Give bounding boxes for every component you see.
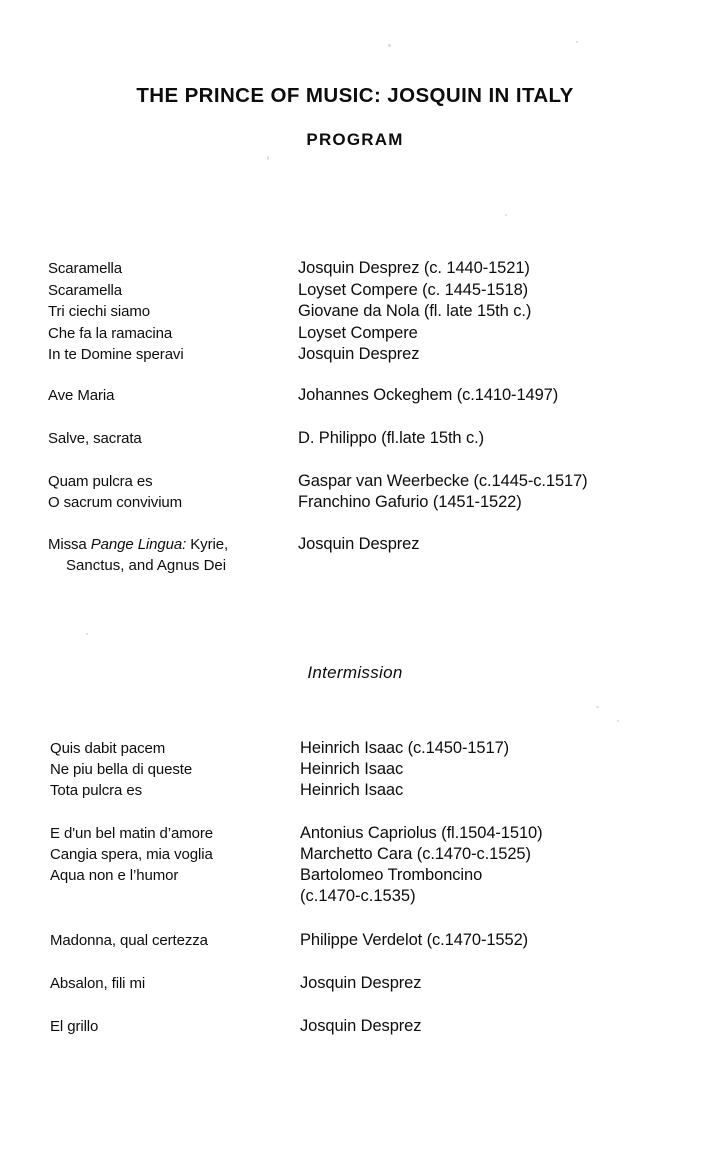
paper-speck	[596, 706, 599, 708]
program-row	[48, 344, 668, 366]
work-title: In te Domine speravi	[48, 346, 184, 363]
work-title-suffix: Kyrie,	[186, 535, 229, 553]
paper-speck	[617, 720, 619, 722]
work-title: Aqua non e l’humor	[50, 867, 179, 884]
intermission-label: Intermission	[307, 663, 403, 682]
composer-name-continuation: (c.1470-c.1535)	[300, 887, 416, 905]
composer-name: Johannes Ockeghem (c.1410-1497)	[298, 385, 559, 404]
program-group	[50, 973, 670, 994]
program-row	[48, 428, 668, 449]
composer-name: Bartolomeo Tromboncino	[300, 866, 483, 884]
work-title: Scaramella	[48, 281, 123, 299]
composer-name: Gaspar van Weerbecke (c.1445-c.1517)	[298, 471, 588, 490]
program-heading: PROGRAM	[306, 130, 404, 149]
program-group	[50, 930, 670, 951]
program-row-continuation	[50, 886, 670, 907]
program-row	[50, 759, 670, 780]
composer-name: Josquin Desprez	[300, 974, 422, 992]
composer-name: Heinrich Isaac (c.1450-1517)	[300, 739, 510, 757]
composer-name: Josquin Desprez	[298, 345, 420, 363]
page-title: THE PRINCE OF MUSIC: JOSQUIN IN ITALY	[136, 84, 574, 107]
program-row	[48, 534, 668, 555]
work-title: Madonna, qual certezza	[50, 932, 208, 949]
work-title: E d'un bel matin d’amore	[50, 825, 214, 842]
program-row	[48, 492, 668, 513]
composer-name: Josquin Desprez	[300, 1017, 422, 1035]
paper-speck	[505, 214, 507, 216]
program-row	[50, 823, 670, 844]
work-title: Quis dabit pacem	[50, 740, 166, 757]
program-row	[50, 1016, 670, 1037]
composer-name: Heinrich Isaac	[300, 760, 404, 778]
program-group	[50, 738, 670, 801]
program-part-two	[50, 738, 670, 1056]
program-group	[48, 471, 668, 513]
composer-name: Josquin Desprez	[298, 534, 420, 553]
program-row	[50, 865, 670, 886]
composer-name: Loyset Compere (c. 1445-1518)	[298, 280, 529, 299]
work-title: Cangia spera, mia voglia	[50, 846, 213, 863]
program-part-one	[48, 258, 668, 595]
program-group	[48, 385, 668, 406]
composer-name: Antonius Capriolus (fl.1504-1510)	[300, 824, 543, 842]
composer-name: Giovane da Nola (fl. late 15th c.)	[298, 302, 532, 320]
work-title: O sacrum convivium	[48, 493, 183, 511]
program-row	[48, 385, 668, 406]
program-row	[50, 738, 670, 759]
composer-name: D. Philippo (fl.late 15th c.)	[298, 428, 485, 447]
program-row	[48, 280, 668, 302]
paper-speck	[86, 633, 88, 635]
work-title-italic: Pange Lingua:	[90, 535, 187, 553]
composer-name: Philippe Verdelot (c.1470-1552)	[300, 931, 529, 949]
composer-name: Loyset Compere	[298, 323, 418, 342]
work-title: Tri ciechi siamo	[48, 303, 151, 320]
program-row	[50, 930, 670, 951]
program-group	[48, 258, 668, 366]
work-title: Che fa la ramacina	[48, 324, 173, 342]
work-title: Salve, sacrata	[48, 429, 142, 447]
work-title: Ne piu bella di queste	[50, 761, 193, 778]
program-row	[48, 471, 668, 492]
program-row	[50, 844, 670, 865]
composer-name: Franchino Gafurio (1451-1522)	[298, 492, 522, 511]
program-row	[48, 301, 668, 323]
work-title: Scaramella	[48, 260, 123, 277]
program-row	[50, 780, 670, 801]
program-group	[48, 428, 668, 449]
work-title-prefix: Missa	[48, 535, 91, 553]
program-row	[50, 973, 670, 994]
program-group	[50, 1016, 670, 1037]
paper-speck	[267, 156, 269, 160]
composer-name: Heinrich Isaac	[300, 781, 404, 799]
work-title: Quam pulcra es	[48, 472, 153, 490]
program-group	[50, 823, 670, 907]
work-title: Tota pulcra es	[50, 782, 142, 799]
program-row	[48, 323, 668, 345]
composer-name: Josquin Desprez (c. 1440-1521)	[298, 259, 530, 277]
paper-speck	[388, 44, 391, 47]
program-row	[48, 258, 668, 280]
work-title: El grillo	[50, 1018, 99, 1035]
composer-name: Marchetto Cara (c.1470-c.1525)	[300, 845, 531, 863]
paper-speck	[576, 41, 578, 43]
work-title	[48, 534, 298, 555]
work-title-continuation: Sanctus, and Agnus Dei	[66, 556, 227, 574]
program-row-continuation	[48, 555, 668, 576]
work-title: Ave Maria	[48, 386, 115, 404]
program-group	[48, 534, 668, 576]
work-title: Absalon, fili mi	[50, 975, 146, 992]
